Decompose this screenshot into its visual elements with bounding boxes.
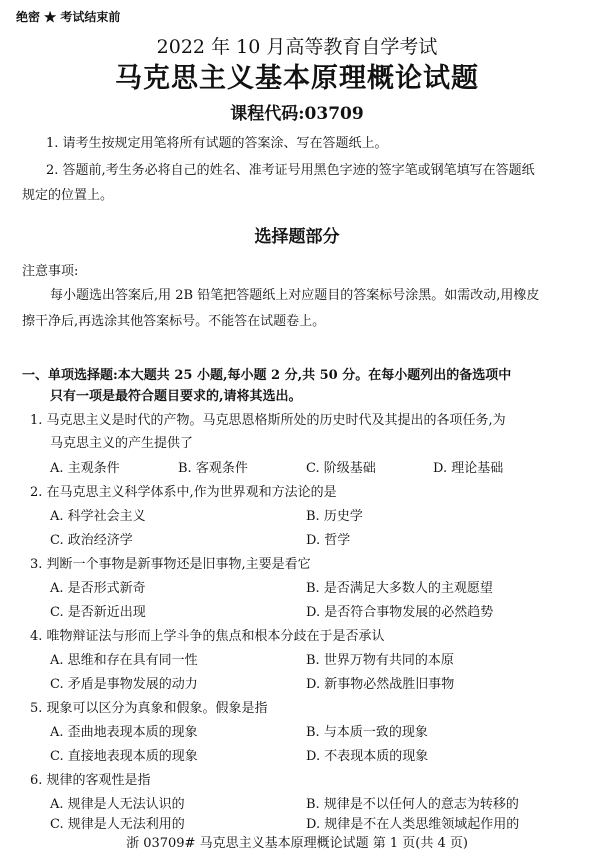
question-2-option-a: A. 科学社会主义 — [50, 509, 146, 524]
part-one-heading-line2: 只有一项是最符合题目要求的,请将其选出。 — [50, 389, 302, 404]
question-6-option-d: D. 规律是不在人类思维领域起作用的 — [306, 817, 520, 832]
question-6-option-c: C. 规律是人无法利用的 — [50, 817, 185, 832]
confidential-label: 绝密 ★ 考试结束前 — [16, 10, 121, 24]
question-3-option-c: C. 是否新近出现 — [50, 605, 146, 620]
instruction-item-2-line2: 规定的位置上。 — [22, 188, 114, 203]
instruction-item-1: 1. 请考生按规定用笔将所有试题的答案涂、写在答题纸上。 — [46, 136, 388, 151]
page-title: 马克思主义基本原理概论试题 — [115, 63, 479, 94]
question-6-option-b: B. 规律是不以任何人的意志为转移的 — [306, 797, 519, 812]
question-5-option-c: C. 直接地表现本质的现象 — [50, 749, 198, 764]
question-4-option-c: C. 矛盾是事物发展的动力 — [50, 677, 198, 692]
question-4-stem: 4. 唯物辩证法与形而上学斗争的焦点和根本分歧在于是否承认 — [30, 629, 385, 644]
section-title: 选择题部分 — [254, 227, 340, 247]
question-1-option-d: D. 理论基础 — [433, 461, 504, 476]
question-1-option-a: A. 主观条件 — [50, 461, 120, 476]
question-2-option-b: B. 历史学 — [306, 509, 363, 524]
exam-session-line: 2022 年 10 月高等教育自学考试 — [156, 36, 438, 58]
question-2-option-c: C. 政治经济学 — [50, 533, 133, 548]
course-code: 课程代码:03709 — [230, 104, 364, 124]
question-4-option-a: A. 思维和存在具有同一性 — [50, 653, 198, 668]
question-1-stem-line1: 1. 马克思主义是时代的产物。马克思恩格斯所处的历史时代及其提出的各项任务,为 — [30, 413, 506, 428]
page-footer: 浙 03709# 马克思主义基本原理概论试题 第 1 页(共 4 页) — [126, 836, 468, 851]
question-3-stem: 3. 判断一个事物是新事物还是旧事物,主要是看它 — [30, 557, 311, 572]
notes-line-2: 擦干净后,再选涂其他答案标号。不能答在试题卷上。 — [22, 314, 326, 329]
question-2-option-d: D. 哲学 — [306, 533, 351, 548]
question-6-option-a: A. 规律是人无法认识的 — [50, 797, 185, 812]
question-2-stem: 2. 在马克思主义科学体系中,作为世界观和方法论的是 — [30, 485, 337, 500]
question-6-stem: 6. 规律的客观性是指 — [30, 773, 151, 788]
question-3-option-a: A. 是否形式新奇 — [50, 581, 146, 596]
question-1-stem-line2: 马克思主义的产生提供了 — [50, 436, 194, 451]
question-5-stem: 5. 现象可以区分为真象和假象。假象是指 — [30, 701, 268, 716]
question-4-option-b: B. 世界万物有共同的本原 — [306, 653, 454, 668]
question-1-option-b: B. 客观条件 — [178, 461, 248, 476]
question-5-option-b: B. 与本质一致的现象 — [306, 725, 428, 740]
notes-line-1: 每小题选出答案后,用 2B 铅笔把答题纸上对应题目的答案标号涂黑。如需改动,用橡皮 — [50, 288, 540, 303]
question-5-option-a: A. 歪曲地表现本质的现象 — [50, 725, 198, 740]
notes-label: 注意事项: — [22, 264, 79, 279]
question-4-option-d: D. 新事物必然战胜旧事物 — [306, 677, 455, 692]
question-3-option-b: B. 是否满足大多数人的主观愿望 — [306, 581, 493, 596]
question-1-option-c: C. 阶级基础 — [306, 461, 376, 476]
instruction-item-2-line1: 2. 答题前,考生务必将自己的姓名、准考证号用黑色字迹的签字笔或钢笔填写在答题纸 — [46, 163, 535, 178]
question-5-option-d: D. 不表现本质的现象 — [306, 749, 429, 764]
question-3-option-d: D. 是否符合事物发展的必然趋势 — [306, 605, 494, 620]
part-one-heading-line1: 一、单项选择题:本大题共 25 小题,每小题 2 分,共 50 分。在每小题列出的备选项中 — [22, 368, 512, 383]
